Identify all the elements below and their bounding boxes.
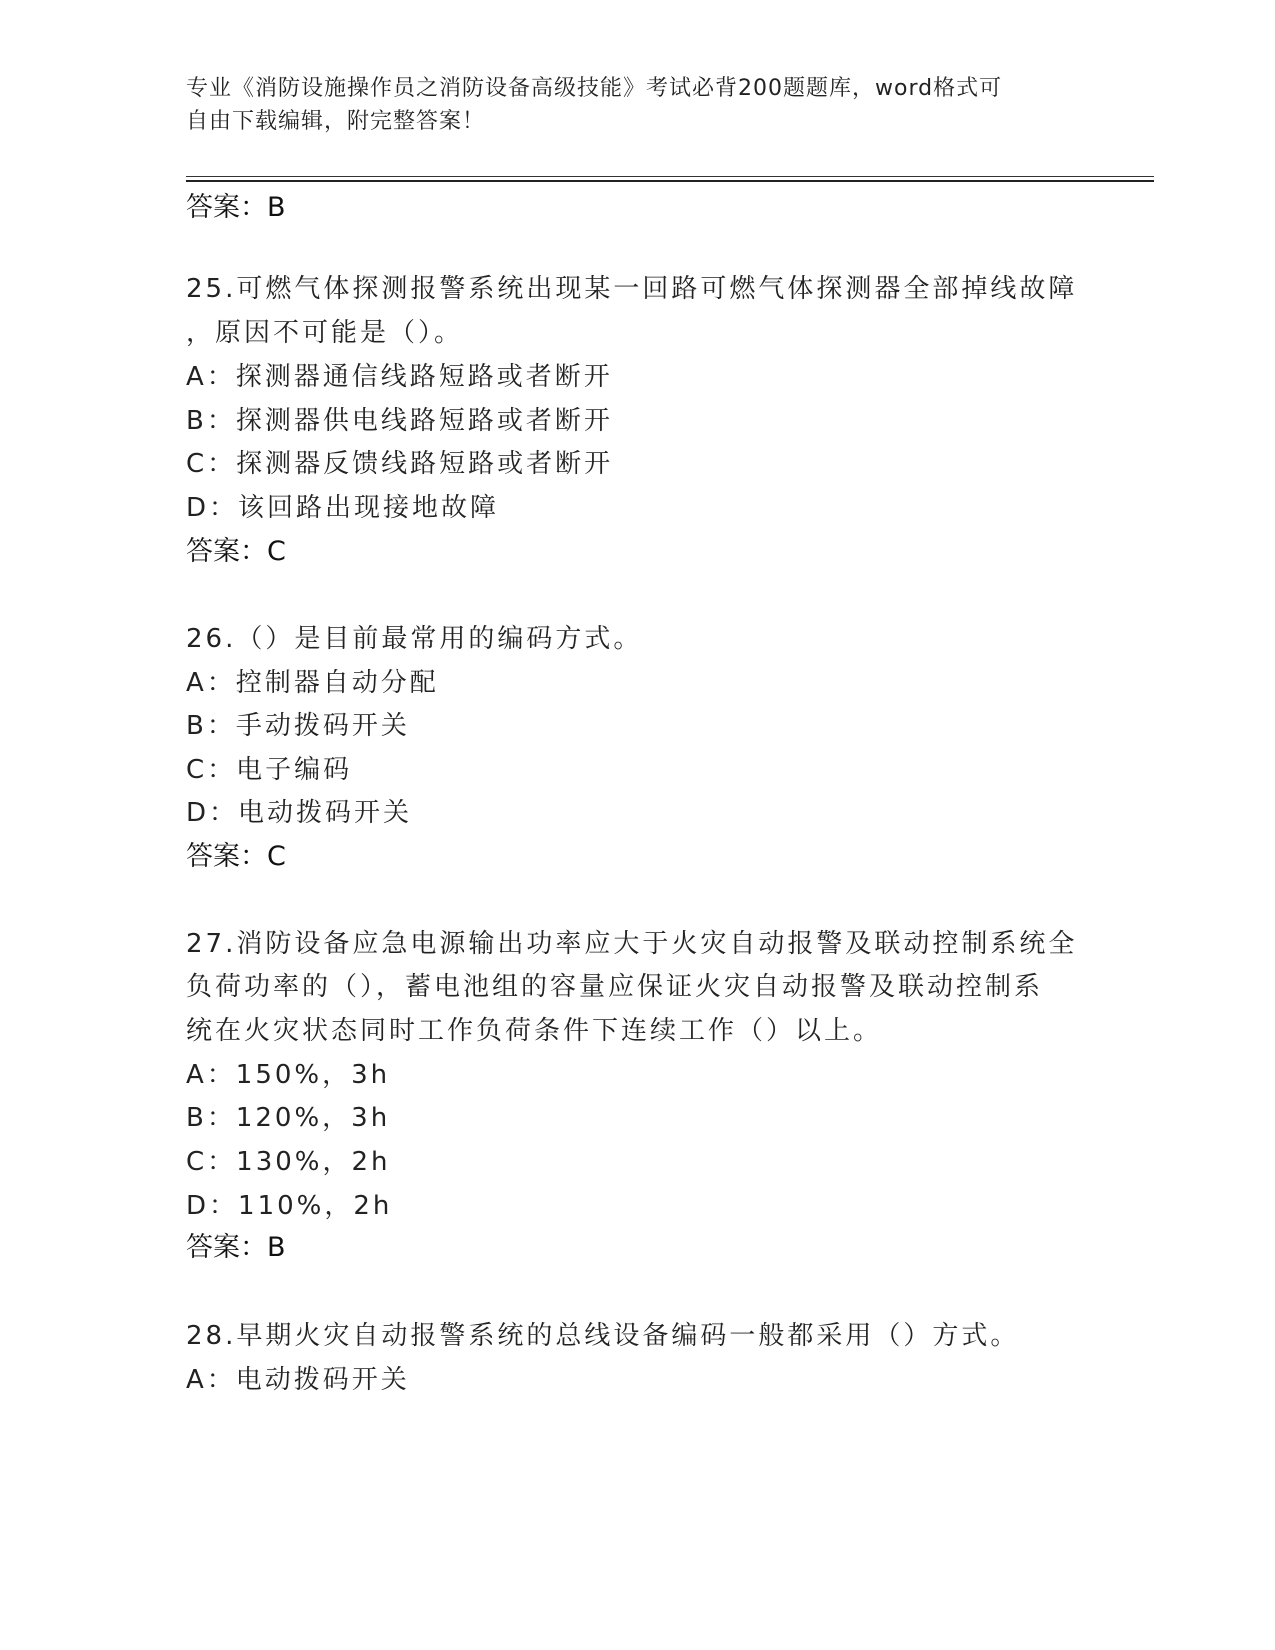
- question-27-answer: 答案：B: [186, 1232, 286, 1263]
- question-27-option-a: A：150%，3h: [186, 1060, 391, 1090]
- question-25-stem-line-2: ，原因不可能是（）。: [186, 318, 464, 348]
- question-26-option-d: D：电动拨码开关: [186, 798, 413, 828]
- question-28-option-a: A：电动拨码开关: [186, 1365, 410, 1395]
- header-line-2: 自由下载编辑，附完整答案！: [186, 109, 486, 134]
- question-26-option-a: A：控制器自动分配: [186, 668, 439, 698]
- question-27-stem-line-2: 负荷功率的（），蓄电池组的容量应保证火灾自动报警及联动控制系: [186, 972, 1044, 1002]
- question-25-option-d: D：该回路出现接地故障: [186, 493, 500, 523]
- question-25-answer: 答案：C: [186, 536, 286, 567]
- question-27-stem-line-3: 统在火灾状态同时工作负荷条件下连续工作（）以上。: [186, 1016, 883, 1046]
- question-27-option-d: D：110%，2h: [186, 1191, 393, 1221]
- question-25-option-c: C：探测器反馈线路短路或者断开: [186, 449, 614, 479]
- question-25-stem-line-1: 25.可燃气体探测报警系统出现某一回路可燃气体探测器全部掉线故障: [186, 274, 1078, 304]
- header-line-1: 专业《消防设施操作员之消防设备高级技能》考试必背200题题库，word格式可: [186, 76, 1003, 101]
- question-28-stem-line-1: 28.早期火灾自动报警系统的总线设备编码一般都采用（）方式。: [186, 1321, 1020, 1351]
- question-27-stem-line-1: 27.消防设备应急电源输出功率应大于火灾自动报警及联动控制系统全: [186, 929, 1078, 959]
- header-divider-thick: [186, 180, 1154, 182]
- question-26-option-c: C：电子编码: [186, 755, 353, 785]
- question-27-option-c: C：130%，2h: [186, 1147, 391, 1177]
- question-26-answer: 答案：C: [186, 841, 286, 872]
- question-25-option-b: B：探测器供电线路短路或者断开: [186, 406, 613, 436]
- previous-answer: 答案：B: [186, 192, 286, 223]
- document-header: [186, 72, 1066, 138]
- question-25-option-a: A：探测器通信线路短路或者断开: [186, 362, 613, 392]
- header-divider-thin: [186, 176, 1154, 177]
- question-26-option-b: B：手动拨码开关: [186, 711, 410, 741]
- question-27-option-b: B：120%，3h: [186, 1103, 391, 1133]
- question-26-stem-line-1: 26.（）是目前最常用的编码方式。: [186, 624, 643, 654]
